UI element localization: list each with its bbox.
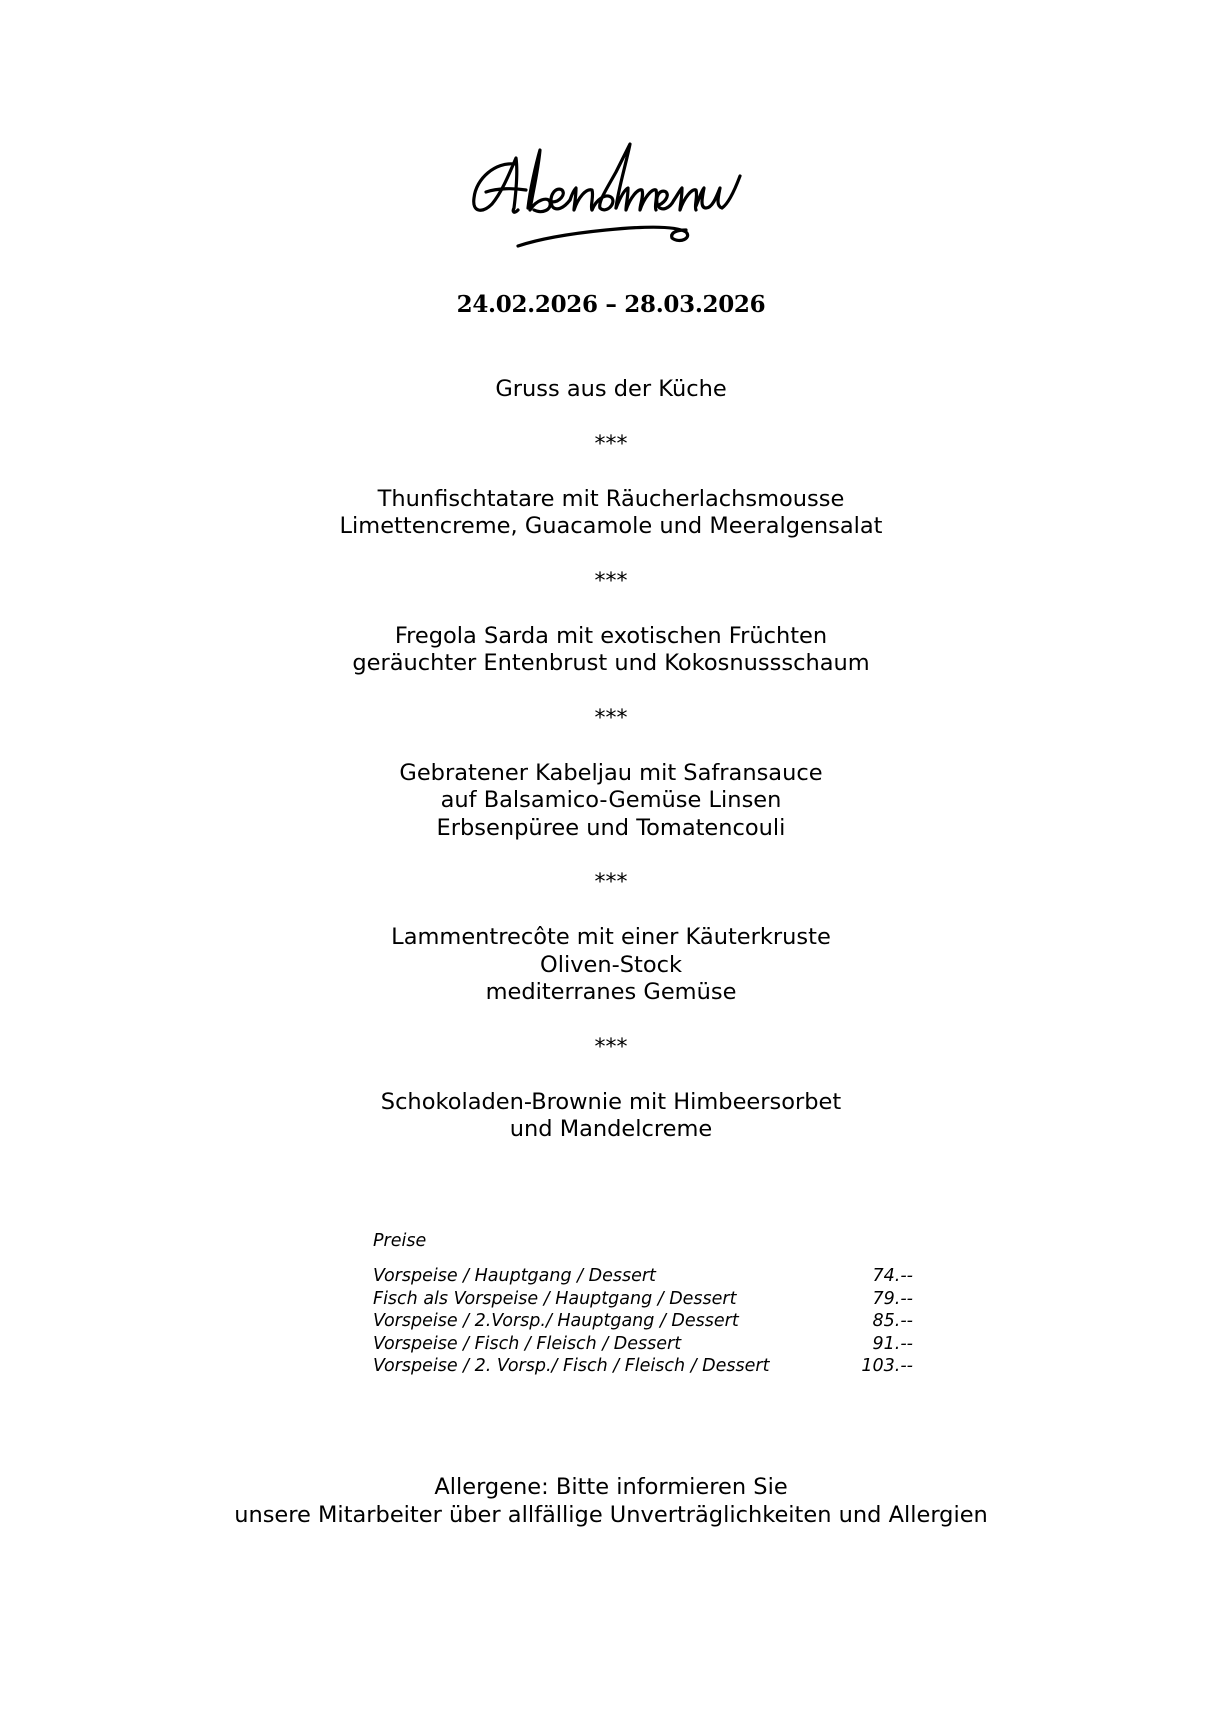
course-line: Oliven-Stock: [539, 951, 683, 978]
price-amount: 91.--: [872, 1333, 913, 1354]
allergen-notice: [0, 1473, 1222, 1529]
price-label: Fisch als Vorspeise / Hauptgang / Dessert: [373, 1288, 737, 1309]
course-separator: ***: [594, 1034, 628, 1060]
course-second-starter: [0, 623, 1222, 678]
allergen-line-2: unsere Mitarbeiter über allfällige Unverträglichkeiten und Allergien: [234, 1502, 988, 1528]
course-line: Gruss aus der Küche: [495, 376, 727, 402]
course-line: Thunfischtatare mit Räucherlachsmousse: [377, 485, 845, 512]
course-greeting: [0, 376, 1222, 404]
price-label: Vorspeise / 2.Vorsp./ Hauptgang / Dessert: [373, 1311, 739, 1332]
price-amount: 85.--: [872, 1311, 913, 1332]
price-amount: 103.--: [861, 1356, 913, 1377]
menu-courses: [0, 376, 1222, 1144]
course-separator: ***: [594, 870, 628, 895]
price-list: [373, 1230, 913, 1378]
course-line: Lammentrecôte mit einer Käuterkruste: [391, 924, 831, 950]
abendmenu-logo: [466, 142, 766, 260]
price-label: Vorspeise / Hauptgang / Dessert: [373, 1266, 656, 1286]
price-list-title: Preise: [373, 1231, 427, 1251]
svg-text:Abendmenu: Abendmenu: [466, 257, 479, 259]
course-dessert: [0, 1089, 1222, 1144]
course-separator: ***: [594, 705, 628, 731]
course-fish: [0, 760, 1222, 843]
course-line: Schokoladen-Brownie mit Himbeersorbet: [380, 1088, 842, 1115]
course-line: Gebratener Kabeljau mit Safransauce: [399, 759, 823, 786]
course-line: und Mandelcreme: [509, 1116, 713, 1142]
price-row: [373, 1355, 913, 1378]
course-separator: ***: [594, 431, 628, 457]
allergen-line-1: Allergene: Bitte informieren Sie: [434, 1474, 788, 1500]
course-starter: [0, 486, 1222, 541]
price-row: [373, 1333, 913, 1356]
price-label: Vorspeise / Fisch / Fleisch / Dessert: [373, 1333, 682, 1354]
course-line: Limettencreme, Guacamole und Meeralgensalat: [339, 513, 883, 539]
course-line: Erbsenpüree und Tomatencouli: [436, 814, 786, 841]
price-label: Vorspeise / 2. Vorsp./ Fisch / Fleisch / Dessert: [373, 1356, 770, 1377]
course-separator: ***: [594, 568, 628, 594]
course-meat: [0, 924, 1222, 1007]
price-amount: 74.--: [872, 1266, 913, 1286]
course-line: Fregola Sarda mit exotischen Früchten: [394, 622, 828, 649]
course-line: auf Balsamico-Gemüse Linsen: [440, 787, 782, 813]
price-row: [373, 1265, 913, 1288]
date-range: 24.02.2026 – 28.03.2026: [456, 291, 766, 318]
price-row: [373, 1288, 913, 1311]
course-line: geräuchter Entenbrust und Kokosnussschaum: [352, 650, 870, 676]
price-amount: 79.--: [872, 1288, 913, 1309]
course-line: mediterranes Gemüse: [485, 979, 737, 1005]
price-row: [373, 1310, 913, 1333]
